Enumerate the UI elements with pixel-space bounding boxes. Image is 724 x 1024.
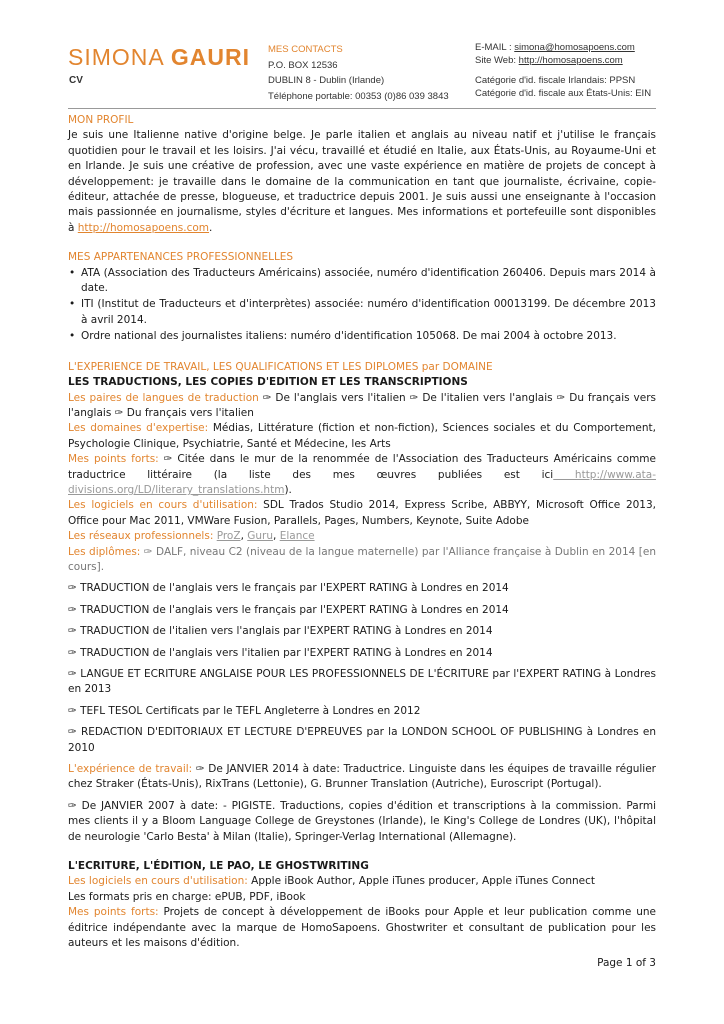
qualif-item: ✑ TRADUCTION de l'anglais vers le français par l'EXPERT RATING à Londres en 2014 — [68, 603, 509, 616]
logiciels2-line — [68, 874, 656, 889]
subsection-title-traductions: LES TRADUCTIONS, LES COPIES D'EDITION ET LES TRANSCRIPTIONS — [68, 376, 468, 389]
email-line — [475, 42, 675, 55]
cv-header — [0, 0, 724, 110]
forts-end: ). — [284, 483, 292, 496]
forts-text: ✑ Citée dans le mur de la renommée de l'Association des Traducteurs Américains comme traductrice littéraire (la liste des mes œuvres publiées est ici — [68, 453, 656, 481]
name-last: GAURI — [170, 44, 250, 70]
qualif-item: ✑ TRADUCTION de l'italien vers l'anglais par l'EXPERT RATING à Londres en 2014 — [68, 625, 493, 638]
header-divider — [68, 108, 656, 109]
site-label: Site Web: — [475, 54, 519, 66]
appartenances-list — [68, 266, 656, 345]
logiciels-text: SDL Trados Studio 2014, Express Scribe, ABBYY, Microsoft Office 2013, Office pour Mac 2011, VMWare Fusion, Parallels, Pages, Numbers, Keynote, Suite Adobe — [68, 499, 657, 527]
experience-line-1 — [68, 762, 656, 793]
phone: Téléphone portable: 00353 (0)86 039 3843 — [268, 91, 449, 103]
logiciels-line — [68, 498, 656, 529]
page-number: Page 1 of 3 — [597, 957, 656, 969]
section-title-appartenances: MES APPARTENANCES PROFESSIONNELLES — [68, 251, 294, 264]
forts-label: Mes points forts: — [68, 453, 159, 466]
contacts-block — [268, 42, 468, 105]
qualif-item: ✑ LANGUE ET ECRITURE ANGLAISE POUR LES PROFESSIONNELS DE L'ÉCRITURE par l'EXPERT RATING à Londres en 2013 — [68, 668, 656, 696]
logiciels-label: Les logiciels en cours d'utilisation: — [68, 499, 258, 512]
domaines-text: Médias, Littérature (fiction et non-fiction), Sciences sociales et du Comportement, Psychologie Clinique, Psychiatrie, Santé et Médecine, les Arts — [68, 422, 656, 450]
list-item — [68, 297, 656, 328]
profil-paragraph: Je suis une Italienne native d'origine belge. Je parle italien et anglais au niveau natif et j'utilise le français quotidien pour le travail et les loisirs. J'ai vécu, travaillé et étudié en Italie, aux États-Unis, au Royaume-Uni et en Irlande. Je suis une créative de profession, avec une vaste expérience en matière de projets de concept à développement: je travaille dans le domaine de la communication en tant que journaliste, écrivaine, copie-éditeur, attachée de presse, blogueuse, et traductrice depuis 2001. Je suis aussi une enseignante à l'occasion mais passionnée en journalisme, styles d'écriture et langues. Mes informations et portefeuille sont disponibles à — [68, 129, 656, 234]
proz-link[interactable]: ProZ — [216, 530, 241, 543]
po-box: P.O. BOX 12536 — [268, 59, 338, 71]
section-title-profil: MON PROFIL — [68, 114, 134, 126]
experience-line-2: ✑ De JANVIER 2007 à date: - PIGISTE. Traductions, copies d'édition et transcriptions à la commission. Parmi mes clients il y a Bloom Language College de Greystones (Irlande), le King's College de Londres (UK), l'hôpital de neurologie 'Carlo Besta' à Milan (Italie), Springer-Verlag International (Allemagne). — [68, 799, 656, 843]
tax-us: Catégorie d'id. fiscale aux États-Unis: EIN — [475, 87, 652, 99]
bullet-icon: • — [69, 298, 76, 311]
spacer — [475, 67, 675, 75]
paires-text: ✑ De l'anglais vers l'italien ✑ De l'italien vers l'anglais ✑ Du français vers l'anglais ✑ Du français vers l'italien — [68, 391, 656, 419]
spacer — [68, 845, 656, 859]
spacer — [68, 236, 656, 250]
portfolio-link[interactable]: http://homosapoens.com — [77, 221, 210, 234]
paires-line — [68, 391, 656, 422]
city: DUBLIN 8 - Dublin (Irlande) — [268, 75, 385, 87]
qualif-item: ✑ REDACTION D'EDITORIAUX ET LECTURE D'EPREUVES par la LONDON SCHOOL OF PUBLISHING à Londres en 2010 — [68, 726, 656, 754]
site-link[interactable]: http://homosapoens.com — [518, 54, 623, 66]
forts-line — [68, 452, 656, 498]
domaines-line — [68, 421, 656, 452]
qualif-item: ✑ TRADUCTION de l'anglais vers le français par l'EXPERT RATING à Londres en 2014 — [68, 582, 509, 595]
profil-end: . — [209, 221, 213, 234]
tax-ireland: Catégorie d'id. fiscale Irlandais: PPSN — [475, 75, 636, 86]
ata-link[interactable]: http://www.ata-divisions.org/LD/literary_translations.htm — [68, 468, 657, 496]
candidate-name — [68, 44, 250, 71]
experience-text-1: ✑ De JANVIER 2014 à date: Traductrice. Linguiste dans les équipes de travaille régulier chez Straker (États-Unis), RixTrans (Lettonie), G. Brunner Translation (Autriche), Euroscript (Portugal). — [68, 763, 656, 791]
contacts-online — [475, 42, 675, 100]
qualif-item: ✑ TEFL TESOL Certificats par le TEFL Angleterre à Londres en 2012 — [68, 704, 421, 717]
qualif-item: ✑ TRADUCTION de l'anglais vers l'italien par l'EXPERT RATING à Londres en 2014 — [68, 646, 493, 659]
logiciels2-label: Les logiciels en cours d'utilisation: — [68, 875, 248, 888]
subsection-title-ecriture: L'ECRITURE, L'ÉDITION, LE PAO, LE GHOSTWRITING — [68, 860, 369, 873]
elance-link[interactable]: Elance — [279, 530, 315, 543]
profil-text — [68, 128, 656, 236]
appartenance-text: ITI (Institut de Traducteurs et d'interprètes) associée: numéro d'identification 00013199. De décembre 2013 à avril 2014. — [81, 298, 656, 326]
paires-label: Les paires de langues de traduction — [68, 391, 259, 404]
logiciels2-text: Apple iBook Author, Apple iTunes producer, Apple iTunes Connect — [247, 875, 595, 888]
email-link[interactable]: simona@homosapoens.com — [514, 42, 635, 53]
bullet-icon: • — [69, 266, 76, 279]
reseaux-label: Les réseaux professionnels: — [68, 530, 214, 543]
spacer — [68, 346, 656, 360]
contacts-title: MES CONTACTS — [268, 44, 343, 55]
cv-body — [68, 113, 656, 952]
email-label: E-MAIL : — [475, 42, 515, 53]
diplomes-text: ✑ DALF, niveau C2 (niveau de la langue maternelle) par l'Alliance française à Dublin en 2014 [en cours]. — [68, 545, 657, 573]
list-item — [68, 329, 656, 344]
bullet-icon: • — [69, 330, 76, 343]
forts2-line — [68, 905, 656, 951]
domaines-label: Les domaines d'expertise: — [68, 422, 209, 435]
reseaux-line: Les réseaux professionnels: ProZ, Guru, Elance — [68, 530, 315, 543]
forts2-label: Mes points forts: — [68, 906, 159, 919]
section-title-experience: L'EXPERIENCE DE TRAVAIL, LES QUALIFICATIONS ET LES DIPLOMES par DOMAINE — [68, 360, 493, 373]
experience-label: L'expérience de travail: — [68, 763, 193, 776]
diplomes-line — [68, 545, 656, 576]
site-line — [475, 55, 675, 68]
cv-label: CV — [69, 75, 83, 86]
appartenance-text: ATA (Association des Traducteurs Américains) associée, numéro d'identification 260406. Depuis mars 2014 à date. — [81, 266, 656, 295]
formats-line: Les formats pris en charge: ePUB, PDF, iBook — [68, 890, 306, 903]
name-first: SIMONA — [68, 44, 164, 70]
appartenance-text: Ordre national des journalistes italiens: numéro d'identification 105068. De mai 2004 à octobre 2013. — [81, 330, 617, 343]
guru-link[interactable]: Guru — [247, 530, 274, 543]
list-item — [68, 266, 656, 297]
diplomes-label: Les diplômes: — [68, 545, 141, 558]
forts2-text: Projets de concept à développement de iBooks pour Apple et leur publication comme une éditrice indépendante avec la marque de HomoSapoens. Ghostwriter et consultant de publication pour les auteurs et les maisons d'édition. — [68, 906, 656, 950]
